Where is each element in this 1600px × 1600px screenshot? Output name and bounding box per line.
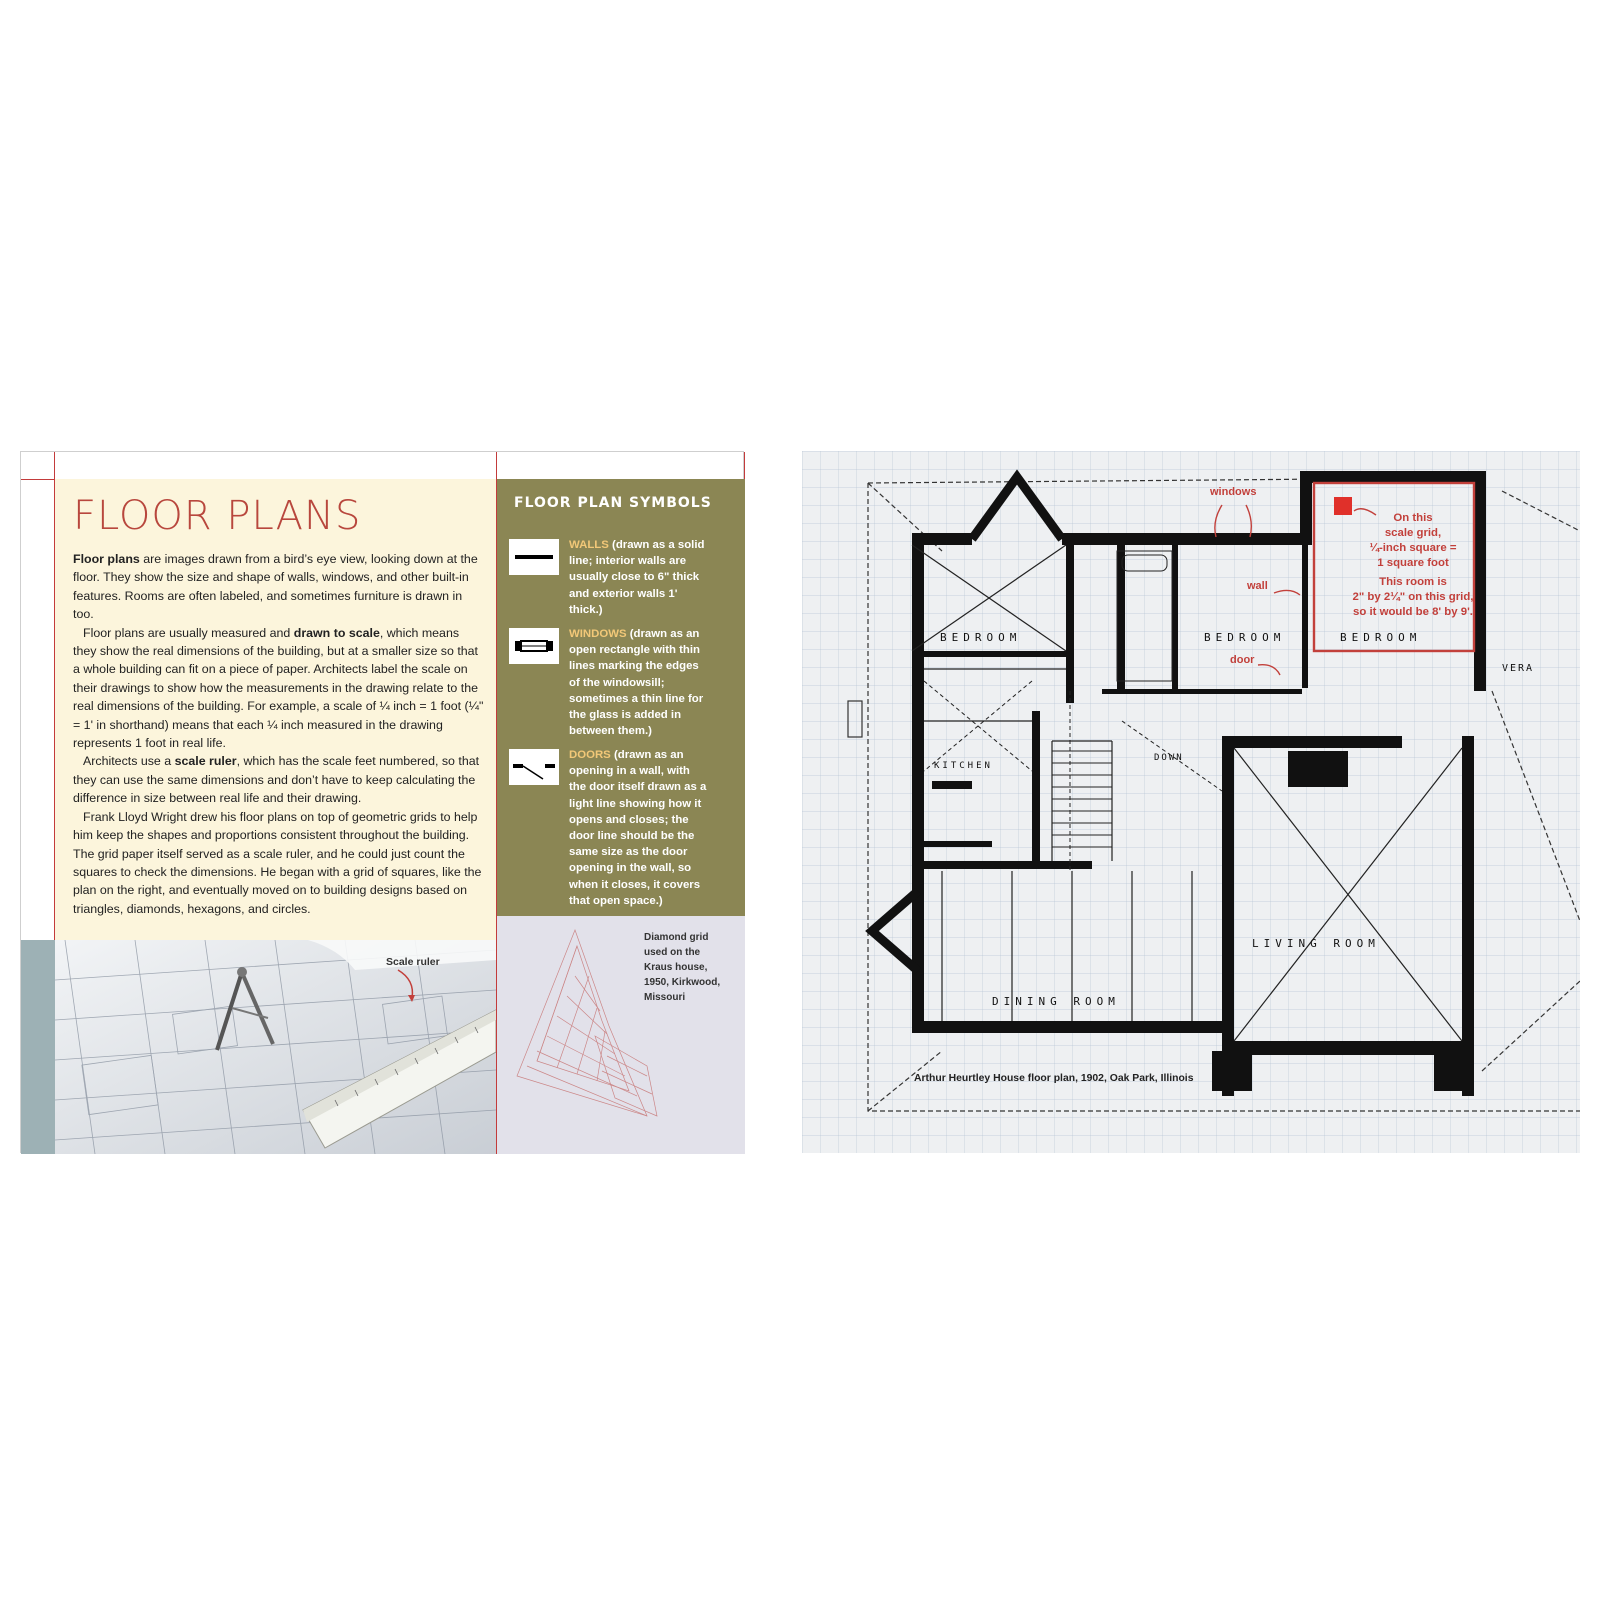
room-label-kitchen: KITCHEN bbox=[934, 761, 993, 771]
symbol-description bbox=[569, 537, 709, 618]
term-floor-plans: Floor plans bbox=[73, 552, 140, 566]
note-line: 1 square foot bbox=[1377, 557, 1449, 569]
caption-line: Missouri bbox=[644, 992, 686, 1003]
symbol-doors bbox=[509, 747, 741, 912]
label-veranda: VERA bbox=[1502, 663, 1535, 674]
floor-plan-caption: Arthur Heurtley House floor plan, 1902, Oak Park, Illinois bbox=[914, 1073, 1194, 1084]
stair-label-down: DOWN bbox=[1154, 753, 1184, 763]
caption-line: Kraus house, bbox=[644, 962, 708, 973]
symbol-desc: (drawn as an opening in a wall, with the door itself drawn as a light line showing how it opens and closes; the door line should be the same size as the door opening in the wall, so when it closes, it covers that open space.) bbox=[569, 749, 707, 907]
note-line: On this bbox=[1393, 512, 1433, 524]
note-line: so it would be 8' by 9'. bbox=[1353, 606, 1473, 618]
diamond-grid-caption bbox=[644, 930, 720, 1005]
symbol-keyword: WALLS bbox=[569, 539, 609, 551]
door-symbol-icon bbox=[509, 749, 559, 785]
note-line: 2" by 2¼" on this grid, bbox=[1352, 591, 1474, 603]
decorative-strip bbox=[21, 940, 55, 1154]
paragraph-1 bbox=[73, 550, 485, 624]
symbol-description bbox=[569, 747, 709, 909]
blueprint-photo-illustration bbox=[55, 940, 496, 1154]
room-label-dining-room: DINING ROOM bbox=[992, 995, 1120, 1008]
floor-plan-page bbox=[802, 451, 1580, 1153]
note-line: scale grid, bbox=[1384, 527, 1442, 539]
caption-line: 1950, Kirkwood, bbox=[644, 977, 721, 988]
symbol-walls bbox=[509, 537, 741, 617]
body-text bbox=[73, 550, 485, 918]
term-scale-ruler: scale ruler bbox=[174, 754, 237, 769]
scale-ruler-label: Scale ruler bbox=[386, 956, 440, 968]
note-line: ¼-inch square = bbox=[1369, 542, 1457, 554]
scale-grid-note bbox=[1336, 511, 1490, 620]
diamond-grid-photo bbox=[497, 916, 745, 1154]
intro-panel bbox=[55, 479, 496, 940]
paragraph-3 bbox=[73, 752, 485, 807]
room-label-bedroom-middle: BEDROOM bbox=[1204, 631, 1286, 644]
paragraph-text: , which means they show the real dimensions of the building, but at a smaller size so that a whole building can fit on a piece of paper. Architects label the scale on their drawings to show how the measurements in the drawing relate to the real dimensions of the building. For example, a scale of ¼ inch = 1 foot (¼" = 1' in shorthand) means that each ¼ inch measured in the drawing represents 1 foot in real life. bbox=[73, 625, 484, 751]
note-line: This room is bbox=[1379, 576, 1447, 588]
term-drawn-to-scale: drawn to scale bbox=[293, 625, 380, 640]
annotation-windows: windows bbox=[1210, 486, 1257, 498]
paragraph-text: Architects use a bbox=[83, 754, 175, 769]
symbol-desc: (drawn as an open rectangle with thin lines marking the edges of the windowsill; sometimes a thin line for the glass is added in between them.) bbox=[569, 628, 704, 738]
caption-line: Diamond grid bbox=[644, 932, 709, 943]
symbol-windows bbox=[509, 626, 741, 741]
paragraph-2 bbox=[73, 624, 485, 753]
left-page bbox=[20, 451, 744, 1153]
paragraph-text: are images drawn from a bird’s eye view, looking down at the floor. They show the size and shape of walls, windows, and other built-in features. Rooms are often labeled, and sometimes furniture is drawn in too. bbox=[73, 552, 478, 622]
symbols-panel bbox=[497, 479, 745, 916]
caption-line: used on the bbox=[644, 947, 701, 958]
symbols-title: FLOOR PLAN SYMBOLS bbox=[514, 495, 712, 511]
paragraph-4: Frank Lloyd Wright drew his floor plans on top of geometric grids to help him keep the shapes and proportions consistent throughout the building. The grid paper itself served as a scale ruler, and he could just count the squares to check the dimensions. He began with a grid of squares, like the plan on the right, and eventually moved on to building designs based on triangles, diamonds, hexagons, and circles. bbox=[73, 809, 482, 916]
symbol-keyword: WINDOWS bbox=[569, 628, 627, 640]
annotation-wall: wall bbox=[1247, 580, 1268, 592]
window-symbol-icon bbox=[509, 628, 559, 664]
room-label-bedroom-right: BEDROOM bbox=[1340, 631, 1422, 644]
room-label-living-room: LIVING ROOM bbox=[1252, 937, 1380, 950]
annotation-door: door bbox=[1230, 654, 1255, 666]
paragraph-text: , which has the scale feet numbered, so that they can use the same dimensions and don’t have to keep calculating the difference in size between real life and their drawing. bbox=[73, 754, 480, 806]
symbol-description bbox=[569, 626, 709, 739]
paragraph-text: Floor plans are usually measured and bbox=[83, 625, 294, 640]
symbol-keyword: DOORS bbox=[569, 749, 611, 761]
symbol-desc: (drawn as a solid line; interior walls are usually close to 6" thick and exterior walls 1' thick.) bbox=[569, 539, 705, 616]
page-title: FLOOR PLANS bbox=[73, 493, 362, 539]
scale-ruler-photo bbox=[55, 940, 496, 1154]
room-label-bedroom-left: BEDROOM bbox=[940, 631, 1022, 644]
wall-symbol-icon bbox=[509, 539, 559, 575]
